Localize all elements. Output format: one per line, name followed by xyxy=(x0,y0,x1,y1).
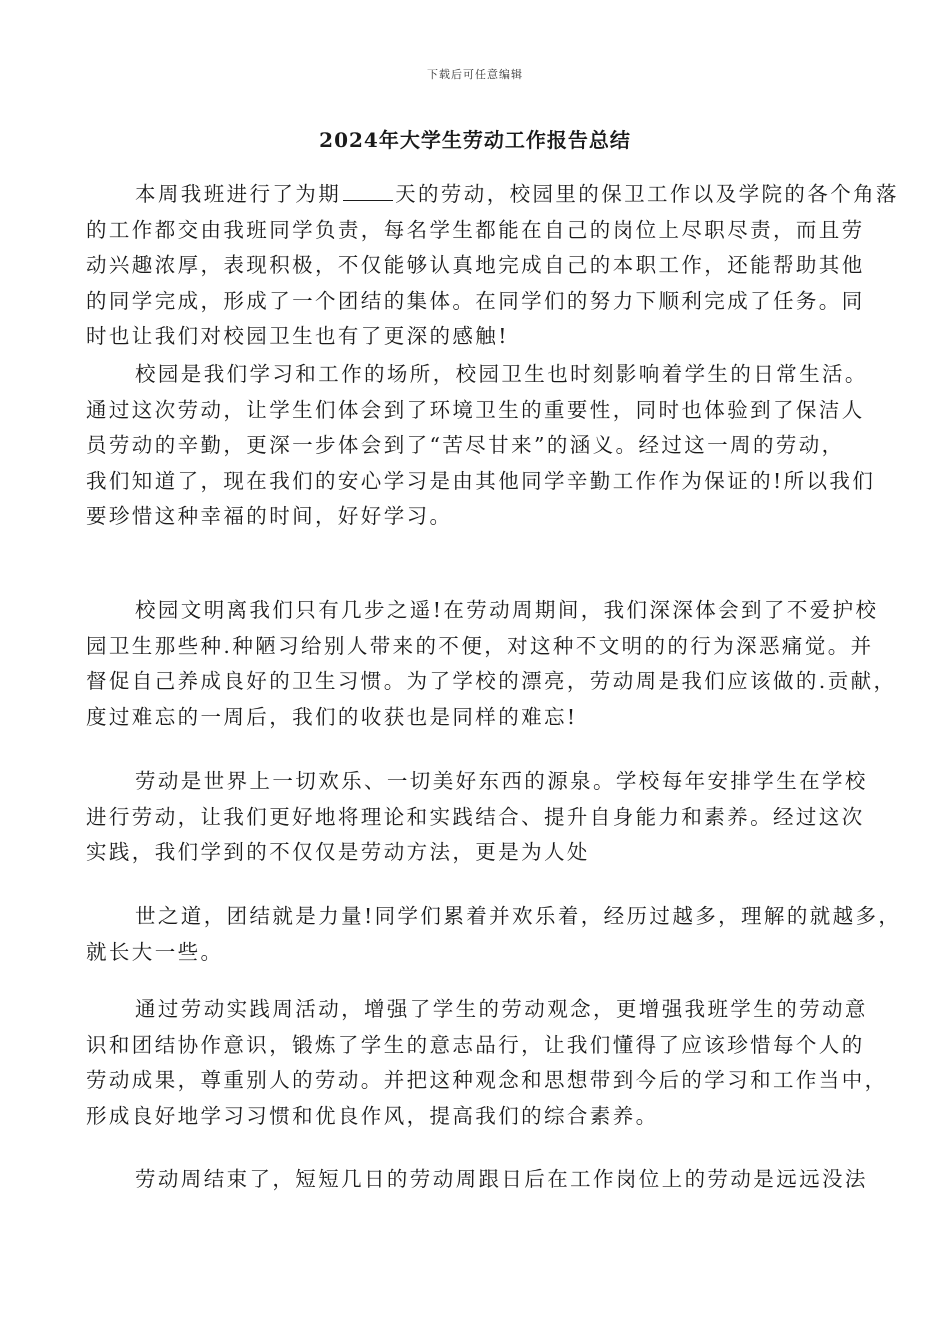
paragraph-6 xyxy=(86,992,888,1134)
paragraph-line: 就长大一些。 xyxy=(86,939,224,964)
paragraph-line: 度过难忘的一周后，我们的收获也是同样的难忘! xyxy=(86,704,578,729)
paragraph-line: 校园是我们学习和工作的场所，校园卫生也时刻影响着学生的日常生活。 xyxy=(135,362,868,386)
fill-in-blank xyxy=(343,182,393,201)
paragraph-line xyxy=(86,177,899,213)
paragraph-2 xyxy=(86,357,876,535)
paragraph-line: 督促自己养成良好的卫生习惯。为了学校的漂亮，劳动周是我们应该做的.贡献， xyxy=(86,669,897,693)
paragraph-line: 校园文明离我们只有几步之遥!在劳动周期间，我们深深体会到了不爱护校 xyxy=(135,598,879,622)
paragraph-line: 劳动成果，尊重别人的劳动。并把这种观念和思想带到今后的学习和工作当中， xyxy=(86,1068,888,1092)
paragraph-line: 进行劳动，让我们更好地将理论和实践结合、提升自身能力和素养。经过这次 xyxy=(86,804,865,829)
paragraph-line: 时也让我们对校园卫生也有了更深的感触! xyxy=(86,324,509,348)
paragraph-4 xyxy=(86,764,876,871)
header-note: 下载后可任意编辑 xyxy=(427,68,523,81)
paragraph-line: 的同学完成，形成了一个团结的集体。在同学们的努力下顺利完成了任务。同 xyxy=(86,288,865,313)
paragraph-line: 园卫生那些种.种陋习给别人带来的不便，对这种不文明的的行为深恶痛觉。并 xyxy=(86,633,874,658)
paragraph-line: 要珍惜这种幸福的时间，好好学习。 xyxy=(86,504,453,528)
paragraph-line: 世之道，团结就是力量!同学们累着并欢乐着，经历过越多，理解的就越多， xyxy=(135,904,902,928)
paragraph-3 xyxy=(86,593,897,735)
paragraph-line: 我们知道了，现在我们的安心学习是由其他同学辛勤工作作为保证的!所以我们 xyxy=(86,468,876,493)
paragraph-line: 劳动是世界上一切欢乐、一切美好东西的源泉。学校每年安排学生在学校 xyxy=(135,769,868,793)
paragraph-7 xyxy=(86,1162,876,1198)
paragraph-1 xyxy=(86,177,899,355)
line-text-after-blank: 天的劳动，校园里的保卫工作以及学院的各个角落 xyxy=(395,182,899,206)
document-title: 2024年大学生劳动工作报告总结 xyxy=(319,128,631,152)
paragraph-line: 劳动周结束了，短短几日的劳动周跟日后在工作岗位上的劳动是远远没法 xyxy=(135,1167,868,1191)
paragraph-line: 动兴趣浓厚，表现积极，不仅能够认真地完成自己的本职工作，还能帮助其他 xyxy=(86,253,865,277)
line-text-before-blank: 本周我班进行了为期 xyxy=(135,182,342,206)
paragraph-5 xyxy=(86,899,902,970)
paragraph-line: 实践，我们学到的不仅仅是劳动方法，更是为人处 xyxy=(86,840,590,864)
paragraph-line: 形成良好地学习习惯和优良作风，提高我们的综合素养。 xyxy=(86,1103,659,1128)
paragraph-line: 员劳动的辛勤，更深一步体会到了“苦尽甘来”的涵义。经过这一周的劳动， xyxy=(86,433,845,457)
paragraph-line: 的工作都交由我班同学负责，每名学生都能在自己的岗位上尽职尽责，而且劳 xyxy=(86,217,865,242)
paragraph-line: 通过这次劳动，让学生们体会到了环境卫生的重要性，同时也体验到了保洁人 xyxy=(86,397,865,422)
paragraph-line: 识和团结协作意识，锻炼了学生的意志品行，让我们懂得了应该珍惜每个人的 xyxy=(86,1032,865,1057)
paragraph-line: 通过劳动实践周活动，增强了学生的劳动观念，更增强我班学生的劳动意 xyxy=(135,997,868,1021)
